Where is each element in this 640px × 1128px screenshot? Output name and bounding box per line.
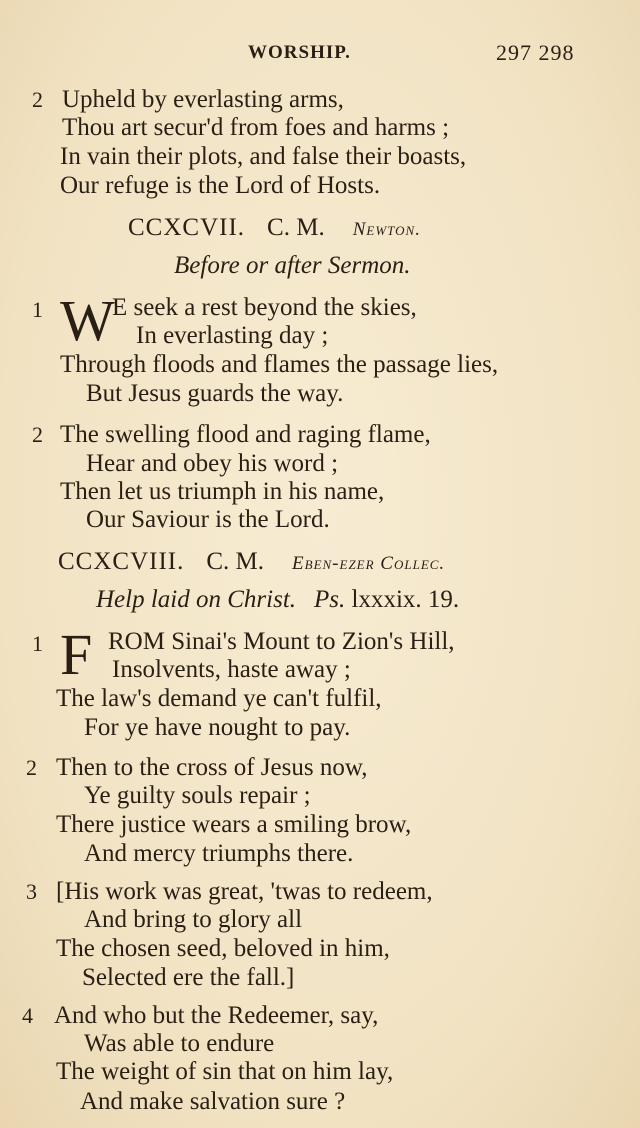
hymn-line: And bring to glory all bbox=[84, 906, 303, 933]
page-numbers: 297 298 bbox=[496, 40, 575, 65]
hymn-line: In vain their plots, and false their boasts, bbox=[60, 143, 467, 170]
hymn-heading bbox=[128, 214, 421, 244]
verse-number: 2 bbox=[32, 87, 43, 112]
verse-number: 1 bbox=[32, 631, 43, 656]
hymn-meter: C. M. bbox=[206, 548, 265, 575]
drop-cap: F bbox=[60, 622, 93, 687]
hymn-number: CCXCVII. bbox=[128, 214, 246, 241]
hymn-heading bbox=[58, 548, 445, 578]
scripture-reference: lxxxix. 19. bbox=[351, 586, 460, 613]
subtitle-text: Help laid on Christ. bbox=[96, 586, 297, 613]
hymn-line: ROM Sinai's Mount to Zion's Hill, bbox=[108, 628, 455, 655]
hymn-line: Upheld by everlasting arms, bbox=[62, 86, 344, 113]
verse-number: 2 bbox=[26, 755, 37, 780]
hymn-line: Through floods and flames the passage lies, bbox=[60, 351, 499, 378]
running-header-title: WORSHIP. bbox=[248, 42, 351, 63]
hymn-line: And mercy triumphs there. bbox=[84, 840, 354, 867]
hymn-line: And who but the Redeemer, say, bbox=[54, 1002, 379, 1029]
hymn-line: Insolvents, haste away ; bbox=[112, 656, 351, 683]
hymn-line: In everlasting day ; bbox=[136, 322, 329, 349]
hymn-line: But Jesus guards the way. bbox=[86, 380, 344, 407]
hymn-line: Then let us triumph in his name, bbox=[60, 478, 385, 505]
hymn-line: Our Saviour is the Lord. bbox=[86, 506, 330, 533]
drop-cap: W bbox=[60, 288, 115, 353]
verse-number: 1 bbox=[32, 297, 43, 322]
hymn-line: The chosen seed, beloved in him, bbox=[56, 935, 390, 962]
hymn-line: For ye have nought to pay. bbox=[84, 714, 351, 741]
hymn-line: There justice wears a smiling brow, bbox=[56, 811, 412, 838]
hymn-line: And make salvation sure ? bbox=[80, 1088, 346, 1115]
tune-name: Newton. bbox=[352, 219, 421, 240]
hymn-line: Selected ere the fall.] bbox=[82, 964, 295, 991]
verse-number: 3 bbox=[26, 879, 37, 904]
tune-name: Eben-ezer Collec. bbox=[292, 553, 446, 574]
hymn-line: The law's demand ye can't fulfil, bbox=[56, 685, 382, 712]
scripture-book: Ps. bbox=[314, 586, 346, 613]
hymn-line: Was able to endure bbox=[84, 1030, 275, 1057]
hymn-line: [His work was great, 'twas to redeem, bbox=[56, 878, 433, 905]
hymn-line: Hear and obey his word ; bbox=[86, 450, 339, 477]
verse-number: 2 bbox=[32, 422, 43, 447]
hymn-line: The weight of sin that on him lay, bbox=[56, 1058, 394, 1085]
hymn-subtitle bbox=[96, 586, 459, 614]
hymn-meter: C. M. bbox=[267, 214, 325, 241]
hymn-line: Thou art secur'd from foes and harms ; bbox=[62, 114, 450, 141]
hymn-line: The swelling flood and raging flame, bbox=[60, 421, 431, 448]
hymn-line: Ye guilty souls repair ; bbox=[84, 782, 311, 809]
hymn-line: Our refuge is the Lord of Hosts. bbox=[60, 172, 381, 199]
hymn-subtitle: Before or after Sermon. bbox=[174, 252, 411, 279]
hymn-line: Then to the cross of Jesus now, bbox=[56, 754, 368, 781]
hymn-number: CCXCVIII. bbox=[58, 548, 185, 575]
hymn-line: E seek a rest beyond the skies, bbox=[112, 294, 417, 321]
verse-number: 4 bbox=[22, 1003, 33, 1028]
